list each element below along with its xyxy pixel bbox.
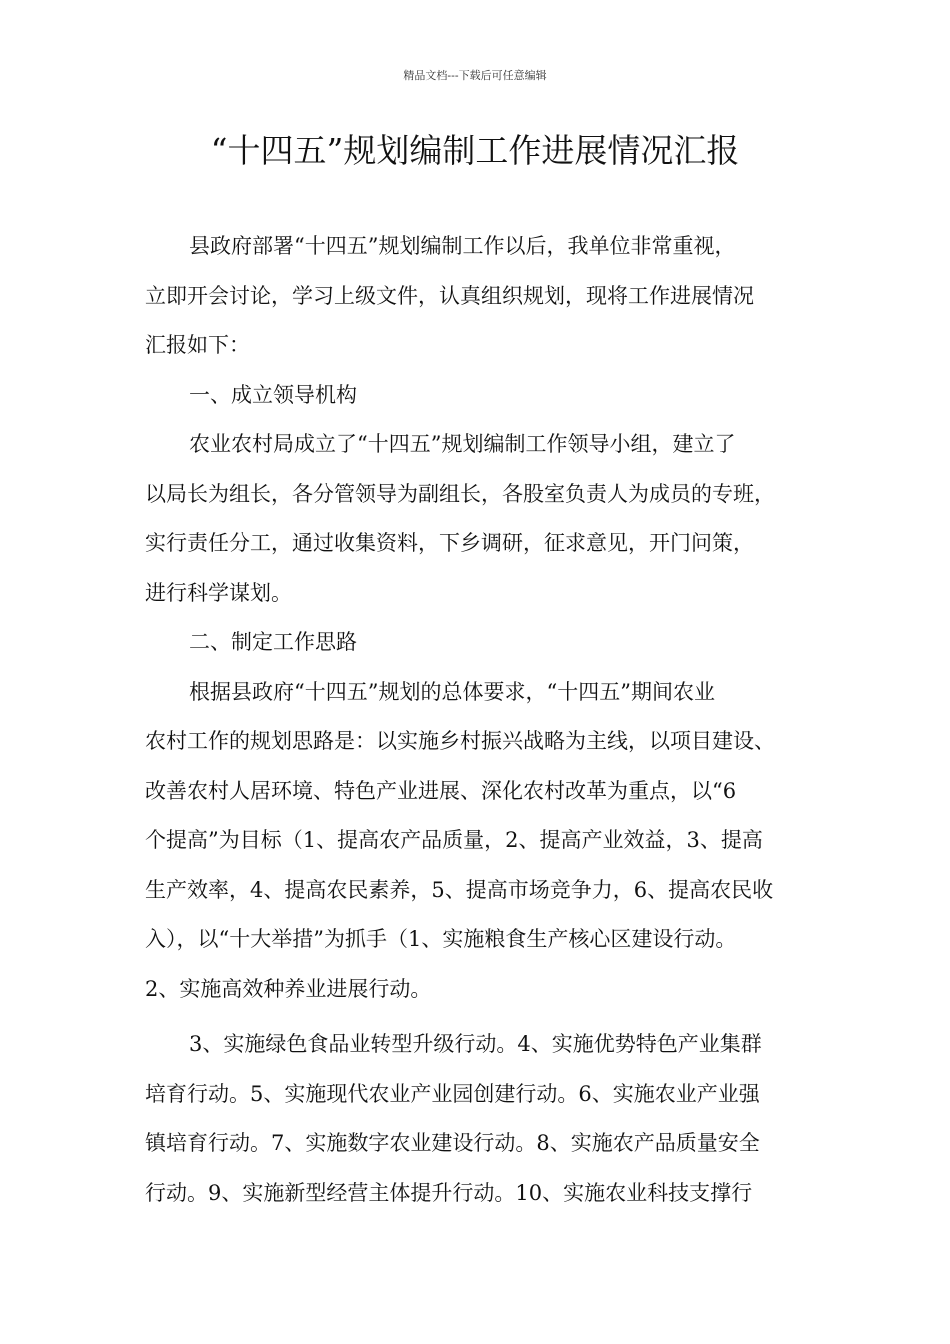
paragraph-leadership: 农业农村局成立了“十四五”规划编制工作领导小组，建立了 以局长为组长，各分管领导为副组长，各股室负责人为成员的专班， 实行责任分工，通过收集资料，下乡调研，征求意见，开门问策， 进行科学谋划。	[145, 432, 775, 605]
paragraph-measures: 3、实施绿色食品业转型升级行动。4、实施优势特色产业集群 培育行动。5、实施现代农业产业园创建行动。6、实施农业产业强 镇培育行动。7、实施数字农业建设行动。8、实施农产品质量安全 行动。9、实施新型经营主体提升行动。10、实施农业科技支撑行	[145, 1032, 762, 1205]
document-title: “十四五”规划编制工作进展情况汇报	[210, 131, 740, 170]
page-header-watermark: 精品文档---下载后可任意编辑	[403, 69, 547, 82]
section-heading-1: 一、成立领导机构	[189, 382, 357, 407]
paragraph-work-plan: 根据县政府“十四五”规划的总体要求，“十四五”期间农业 农村工作的规划思路是：以实施乡村振兴战略为主线，以项目建设、 改善农村人居环境、特色产业进展、深化农村改革为重点，以“6 个提高”为目标（1、提高农产品质量，2、提高产业效益，3、提高 生产效率，4、提高农民素养，5、提高市场竞争力，6、提高农民收 入），以“十大举措”为抓手（1、实施粮食生产核心区建设行动。 2、实施高效种养业进展行动。	[145, 679, 775, 1001]
paragraph-intro: 县政府部署“十四五”规划编制工作以后，我单位非常重视， 立即开会讨论，学习上级文件，认真组织规划，现将工作进展情况 汇报如下：	[145, 234, 754, 357]
section-heading-2: 二、制定工作思路	[189, 630, 357, 654]
document-body	[145, 222, 825, 1218]
